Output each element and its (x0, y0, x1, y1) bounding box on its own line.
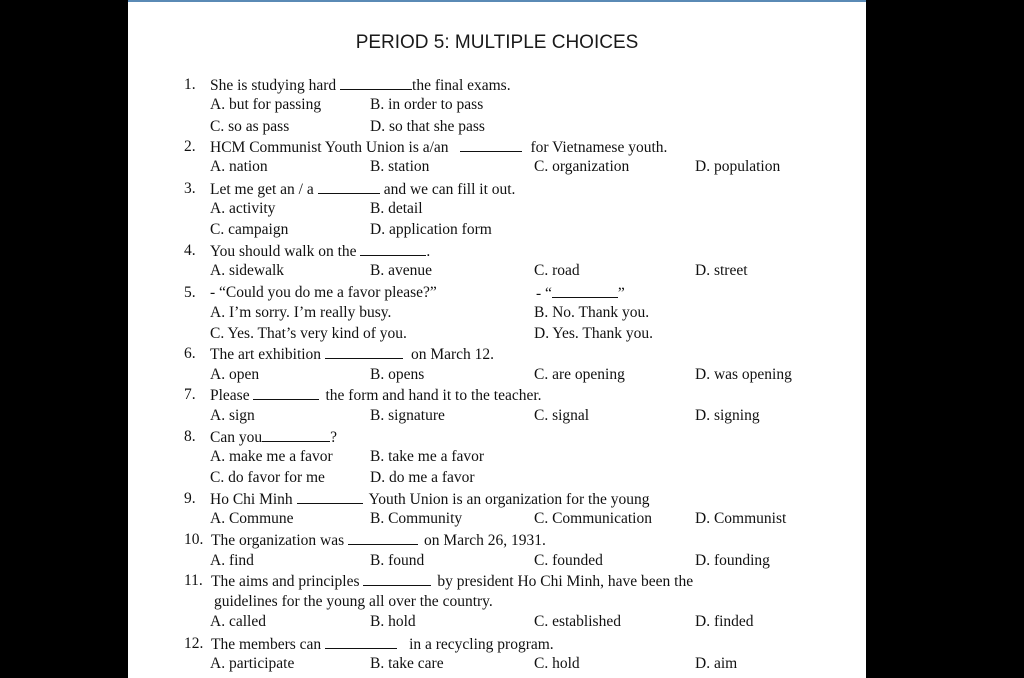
question-text: Please the form and hand it to the teacher. (210, 387, 542, 404)
option-b[interactable]: B. hold (370, 613, 416, 630)
question-text-continued: guidelines for the young all over the country. (214, 593, 493, 610)
option-b[interactable]: B. take care (370, 655, 444, 672)
option-a[interactable]: A. make me a favor (210, 448, 333, 465)
option-c[interactable]: C. hold (534, 655, 580, 672)
option-d[interactable]: D. population (695, 158, 781, 175)
question-text: Ho Chi Minh Youth Union is an organization for the young (210, 491, 650, 508)
option-d[interactable]: D. application form (370, 221, 492, 238)
option-a[interactable]: A. open (210, 366, 260, 383)
option-a[interactable]: A. sign (210, 407, 255, 424)
question-number: 8. (184, 428, 196, 445)
question-text: Can you ? (210, 429, 337, 446)
question-text: The organization was on March 26, 1931. (211, 532, 546, 549)
question-number: 7. (184, 386, 196, 403)
option-d[interactable]: D. founding (695, 552, 770, 569)
question-number: 12. (184, 635, 204, 652)
option-d[interactable]: D. Yes. Thank you. (534, 325, 653, 342)
option-c[interactable]: C. are opening (534, 366, 625, 383)
question-text: The aims and principles by president Ho Chi Minh, have been the (211, 573, 694, 590)
question-number: 5. (184, 284, 196, 301)
question-text: The art exhibition on March 12. (210, 346, 495, 363)
option-d[interactable]: D. was opening (695, 366, 792, 383)
question-number: 10. (184, 531, 204, 548)
question-text: The members can in a recycling program. (211, 636, 554, 653)
page-title: PERIOD 5: MULTIPLE CHOICES (355, 32, 639, 53)
question-number: 2. (184, 138, 196, 155)
question-text: HCM Communist Youth Union is a/an for Vietnamese youth. (210, 139, 668, 156)
option-b[interactable]: B. signature (370, 407, 445, 424)
question-number: 3. (184, 180, 196, 197)
option-c[interactable]: C. Communication (534, 510, 652, 527)
option-d[interactable]: D. signing (695, 407, 760, 424)
option-b[interactable]: B. station (370, 158, 430, 175)
question-number: 1. (184, 76, 196, 93)
question-text: - “Could you do me a favor please?” (210, 284, 437, 301)
option-c[interactable]: C. Yes. That’s very kind of you. (210, 325, 407, 342)
option-d[interactable]: D. do me a favor (370, 469, 475, 486)
option-b[interactable]: B. Community (370, 510, 463, 527)
option-c[interactable]: C. established (534, 613, 621, 630)
question-text: She is studying hard the final exams. (210, 77, 511, 94)
option-d[interactable]: D. Communist (695, 510, 787, 527)
option-a[interactable]: A. find (210, 552, 254, 569)
question-number: 11. (184, 572, 203, 589)
question-response: - “ ” (536, 285, 625, 302)
top-border (128, 0, 866, 2)
question-text: You should walk on the . (210, 243, 431, 260)
option-a[interactable]: A. nation (210, 158, 268, 175)
question-text: Let me get an / a and we can fill it out. (210, 181, 516, 198)
option-a[interactable]: A. but for passing (210, 96, 322, 113)
option-b[interactable]: B. in order to pass (370, 96, 484, 113)
question-number: 4. (184, 242, 196, 259)
option-c[interactable]: C. signal (534, 407, 590, 424)
option-c[interactable]: C. do favor for me (210, 469, 325, 486)
option-a[interactable]: A. I’m sorry. I’m really busy. (210, 304, 392, 321)
question-number: 9. (184, 490, 196, 507)
option-c[interactable]: C. organization (534, 158, 630, 175)
option-a[interactable]: A. sidewalk (210, 262, 285, 279)
option-a[interactable]: A. participate (210, 655, 295, 672)
option-a[interactable]: A. Commune (210, 510, 294, 527)
option-b[interactable]: B. avenue (370, 262, 432, 279)
option-c[interactable]: C. so as pass (210, 118, 290, 135)
option-d[interactable]: D. street (695, 262, 748, 279)
option-c[interactable]: C. founded (534, 552, 603, 569)
option-b[interactable]: B. detail (370, 200, 423, 217)
option-c[interactable]: C. campaign (210, 221, 289, 238)
option-c[interactable]: C. road (534, 262, 580, 279)
option-a[interactable]: A. activity (210, 200, 276, 217)
option-b[interactable]: B. found (370, 552, 425, 569)
option-d[interactable]: D. finded (695, 613, 754, 630)
option-d[interactable]: D. aim (695, 655, 738, 672)
question-number: 6. (184, 345, 196, 362)
option-b[interactable]: B. No. Thank you. (534, 304, 650, 321)
option-a[interactable]: A. called (210, 613, 266, 630)
option-d[interactable]: D. so that she pass (370, 118, 485, 135)
option-b[interactable]: B. opens (370, 366, 425, 383)
option-b[interactable]: B. take me a favor (370, 448, 485, 465)
